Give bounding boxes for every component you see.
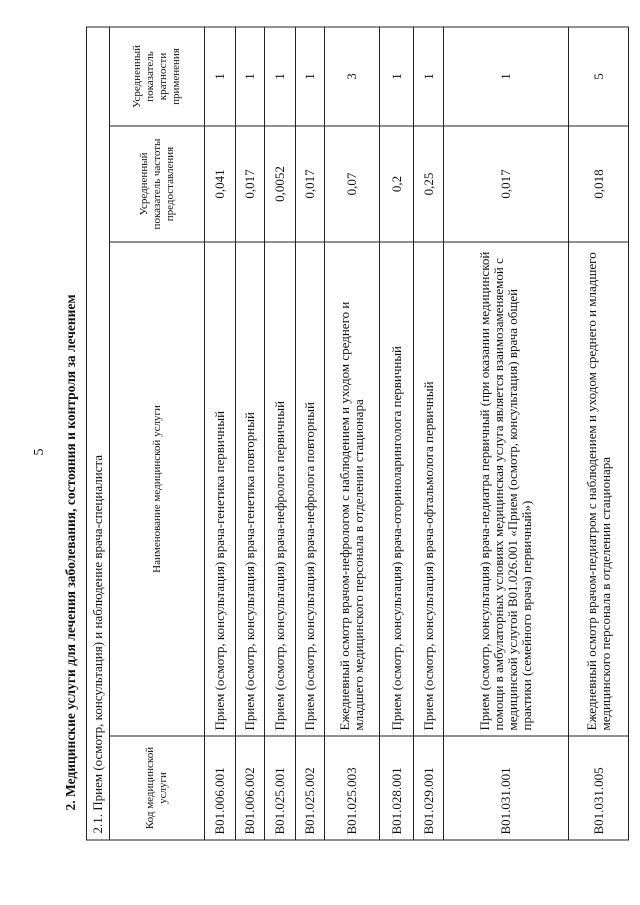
subsection-title: 2.1. Прием (осмотр, консультация) и наблюдение врача-специалиста — [87, 27, 110, 840]
service-multiplicity: 1 — [205, 27, 236, 126]
service-code: B01.031.001 — [444, 736, 569, 840]
table-row — [236, 27, 265, 840]
table-row — [205, 27, 236, 840]
table-row — [325, 27, 380, 840]
header-frequency: Усредненный показатель частоты предоставления — [110, 126, 205, 242]
table-row — [296, 27, 325, 840]
service-multiplicity: 1 — [444, 27, 569, 126]
header-name: Наименование медицинской услуги — [110, 242, 205, 736]
service-code: B01.025.002 — [296, 736, 325, 840]
service-multiplicity: 5 — [569, 27, 629, 126]
service-name: Прием (осмотр, консультация) врача-педиатра первичный (при оказании медицинской помощи в амбулаторных условиях медицинская услуга является взаимозаменяемой с медицинской услугой B01.026.001 «Прием (осмотр, консультация) врача общей практики (семейного врача) первичный») — [444, 242, 569, 736]
service-multiplicity: 3 — [325, 27, 380, 126]
header-code: Код медицинской услуги — [110, 736, 205, 840]
service-frequency: 0,25 — [414, 126, 444, 242]
table-header-row — [110, 27, 205, 840]
service-frequency: 0,0052 — [265, 126, 296, 242]
service-code: B01.028.001 — [380, 736, 414, 840]
service-frequency: 0,017 — [444, 126, 569, 242]
service-frequency: 0,018 — [569, 126, 629, 242]
service-frequency: 0,017 — [236, 126, 265, 242]
service-code: B01.025.003 — [325, 736, 380, 840]
service-code: B01.029.001 — [414, 736, 444, 840]
service-multiplicity: 1 — [296, 27, 325, 126]
service-name: Прием (осмотр, консультация) врача-генетика повторный — [236, 242, 265, 736]
service-name: Прием (осмотр, консультация) врача-нефролога повторный — [296, 242, 325, 736]
service-multiplicity: 1 — [380, 27, 414, 126]
service-name: Ежедневный осмотр врачом-педиатром с наблюдением и уходом среднего и младшего медицинского персонала в отделении стационара — [569, 242, 629, 736]
subsection-row — [87, 27, 110, 840]
service-frequency: 0,2 — [380, 126, 414, 242]
service-frequency: 0,07 — [325, 126, 380, 242]
service-name: Прием (осмотр, консультация) врача-офтальмолога первичный — [414, 242, 444, 736]
service-code: B01.006.001 — [205, 736, 236, 840]
header-multiplicity: Усредненный показатель кратности применения — [110, 27, 205, 126]
service-name: Прием (осмотр, консультация) врача-нефролога первичный — [265, 242, 296, 736]
service-name: Прием (осмотр, консультация) врача-генетика первичный — [205, 242, 236, 736]
medical-services-table — [86, 26, 629, 840]
service-frequency: 0,041 — [205, 126, 236, 242]
service-multiplicity: 1 — [236, 27, 265, 126]
service-frequency: 0,017 — [296, 126, 325, 242]
table-row — [444, 27, 569, 840]
service-name: Прием (осмотр, консультация) врача-оториноларинголога первичный — [380, 242, 414, 736]
table-row — [265, 27, 296, 840]
page-number: 5 — [32, 448, 47, 456]
table-row — [569, 27, 629, 840]
service-multiplicity: 1 — [414, 27, 444, 126]
service-multiplicity: 1 — [265, 27, 296, 126]
table-row — [380, 27, 414, 840]
service-name: Ежедневный осмотр врачом-нефрологом с наблюдением и уходом среднего и младшего медицинского персонала в отделении стационара — [325, 242, 380, 736]
service-code: B01.025.001 — [265, 736, 296, 840]
service-code: B01.006.002 — [236, 736, 265, 840]
service-code: B01.031.005 — [569, 736, 629, 840]
table-row — [414, 27, 444, 840]
section-title: 2. Медицинские услуги для лечения заболевания, состояния и контроля за лечением — [63, 294, 78, 811]
